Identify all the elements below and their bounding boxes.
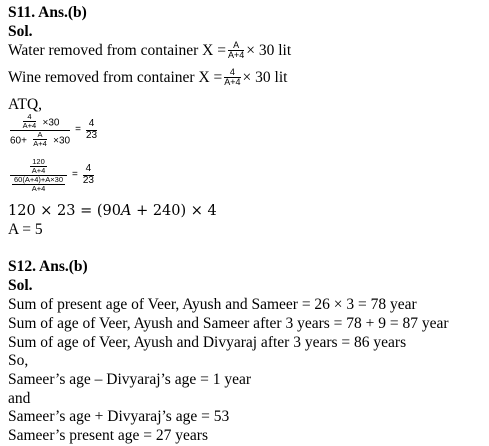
cf1-den-inner: $\frac{A}{A+4}$ <box>33 129 47 148</box>
wine-fraction <box>224 68 240 88</box>
s11-heading: S11. Ans.(b) <box>8 4 87 21</box>
cf1-numerator: $\frac{4}{A+4}$ ×30 <box>10 113 70 131</box>
s12-line: Sum of present age of Veer, Ayush and Sameer = 26 × 3 = 78 year <box>8 296 417 313</box>
result-line: A = 5 <box>8 221 43 238</box>
s12-heading: S12. Ans.(b) <box>8 258 88 275</box>
s11-sol-label: Sol. <box>8 23 33 40</box>
wine-removed-line <box>8 68 287 88</box>
water-tail: × 30 lit <box>246 41 292 59</box>
cf1-denominator: 60+ $\frac{A}{A+4}$ ×30 <box>10 129 71 148</box>
cf2-den-inner: $\frac{60(A+4)+A\times 30}{A+4}$ <box>14 174 63 193</box>
s12-line: Sum of age of Veer, Ayush and Sameer after 3 years = 78 + 9 = 87 year <box>8 315 449 332</box>
wine-fraction-num: 4 <box>224 68 240 78</box>
s12-line: and <box>8 390 31 407</box>
complex-fraction-1: $\frac{4}{A+4}$ ×30 60+ $\frac{A}{A+4}$ ×30 = $\frac{4}{23}$ <box>10 112 98 148</box>
cf2-num-inner: $\frac{120}{A+4}$ <box>31 157 46 175</box>
s12-line: Sameer’s age + Divyaraj’s age = 53 <box>8 408 230 425</box>
water-fraction-den: A+4 <box>227 50 245 61</box>
complex-fraction-2: $\frac{\frac{120}{A+4}}{\frac{60(A+4)+A\times 30}{A+4}}$ = $\frac{4}{23}$ <box>8 158 96 193</box>
cf2-numerator <box>10 158 67 176</box>
cf2-rhs: $\frac{4}{23}$ <box>82 163 94 186</box>
water-fraction <box>228 41 244 61</box>
cf2-main <box>10 158 67 193</box>
wine-fraction-den: A+4 <box>224 77 241 88</box>
atq-label: ATQ, <box>8 96 43 113</box>
water-fraction-num: A <box>228 41 244 51</box>
s12-sol-label: Sol. <box>8 277 33 294</box>
s12-line: So, <box>8 352 29 369</box>
s12-line: Sameer’s age – Divyaraj’s age = 1 year <box>8 371 252 388</box>
wine-label: Wine removed from container X = <box>8 68 223 86</box>
water-label: Water removed from container X = <box>8 41 226 59</box>
cf1-main <box>10 113 70 148</box>
cf1-num-inner: $\frac{4}{A+4}$ <box>22 112 37 130</box>
cf1-rhs: $\frac{4}{23}$ <box>85 118 98 141</box>
water-removed-line <box>8 41 291 61</box>
equation-line: 120 × 23 = (90A + 240) × 4 <box>8 203 217 219</box>
wine-tail: × 30 lit <box>242 68 288 86</box>
s12-line: Sameer’s present age = 27 years <box>8 427 208 444</box>
s12-line: Sum of age of Veer, Ayush and Divyaraj after 3 years = 86 years <box>8 334 407 351</box>
cf2-denominator <box>10 176 67 193</box>
